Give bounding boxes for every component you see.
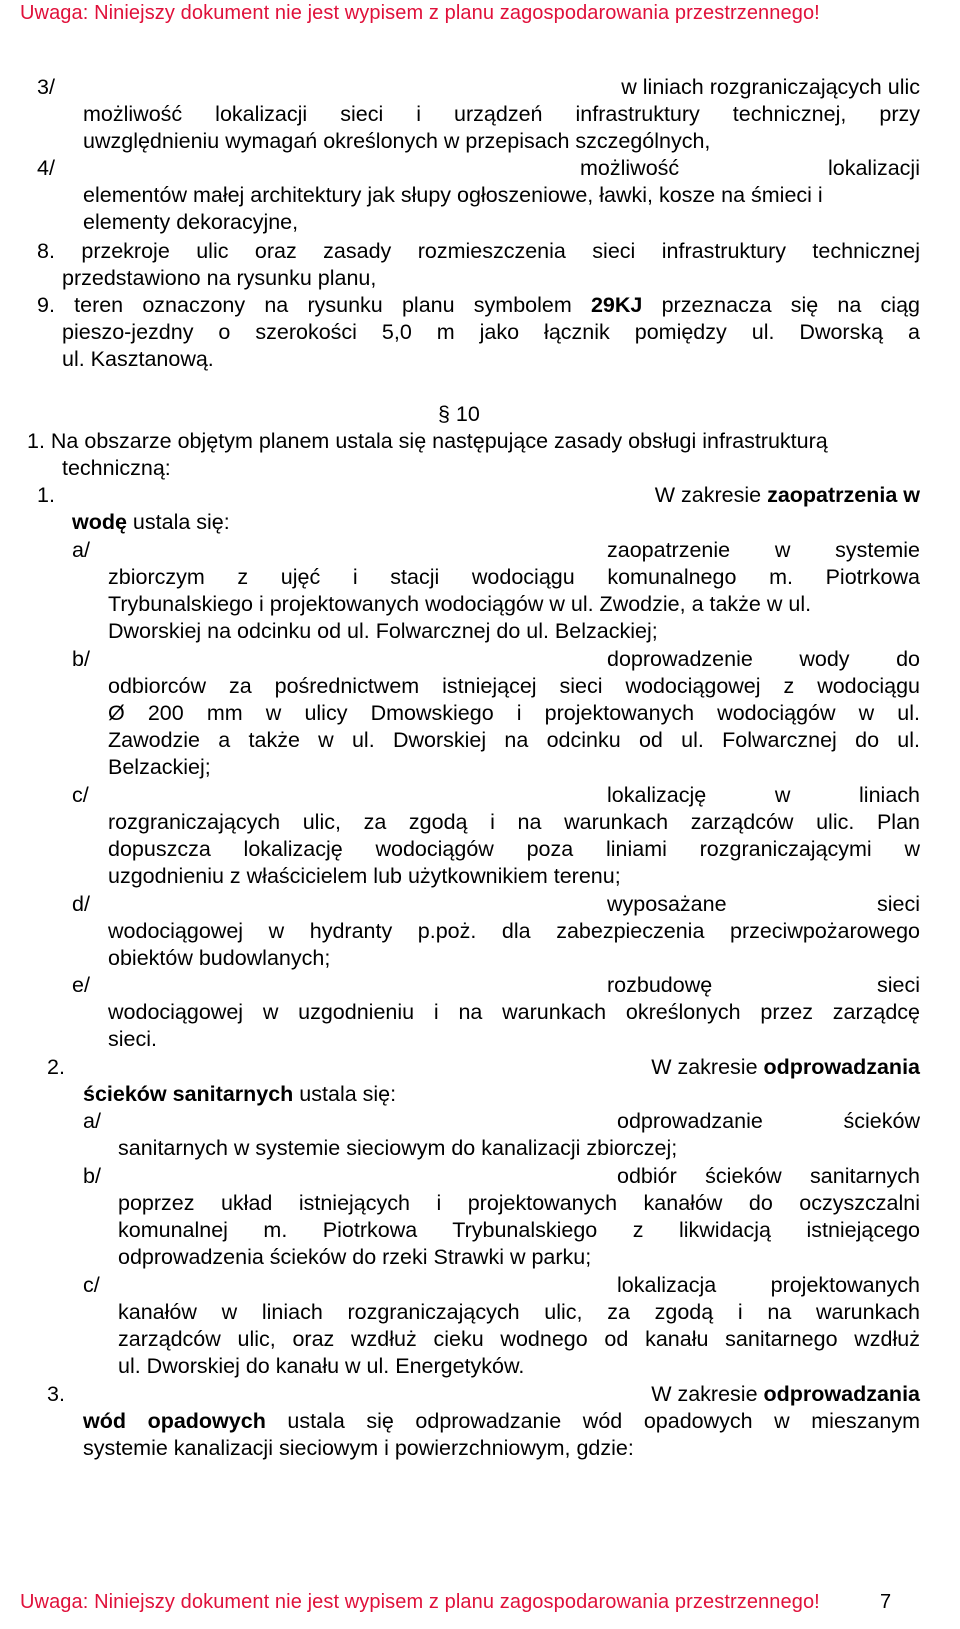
text-line: sanitarnych w systemie sieciowym do kanalizacji zbiorczej; bbox=[118, 1136, 678, 1160]
header-notice: Uwaga: Niniejszy dokument nie jest wypisem z planu zagospodarowania przestrzennego! bbox=[20, 2, 820, 24]
list-marker: b/ bbox=[83, 1164, 101, 1188]
text-line: przedstawiono na rysunku planu, bbox=[62, 266, 377, 290]
text-line: 9. teren oznaczony na rysunku planu symbolem 29KJ przeznacza się na ciąg bbox=[37, 293, 920, 317]
text-line: Ø 200 mm w ulicy Dmowskiego i projektowanych wodociągów w ul. bbox=[108, 701, 920, 725]
text-line: komunalnej m. Piotrkowa Trybunalskiego z likwidacją istniejącego bbox=[118, 1218, 920, 1242]
text-line: 8. przekroje ulic oraz zasady rozmieszczenia sieci infrastruktury technicznej bbox=[37, 239, 920, 263]
list-marker: a/ bbox=[72, 538, 90, 562]
list-marker: 2. bbox=[47, 1055, 65, 1079]
text-line: w liniach rozgraniczających ulic bbox=[621, 75, 920, 99]
text-line: wyposażane sieci bbox=[607, 892, 920, 916]
text-line: Trybunalskiego i projektowanych wodociągów w ul. Zwodzie, a także w ul. bbox=[108, 592, 812, 616]
text-line: uzgodnieniu z właścicielem lub użytkownikiem terenu; bbox=[108, 864, 621, 888]
footer-notice: Uwaga: Niniejszy dokument nie jest wypisem z planu zagospodarowania przestrzennego! bbox=[20, 1591, 820, 1613]
text-line: obiektów budowlanych; bbox=[108, 946, 331, 970]
text-line: Belzackiej; bbox=[108, 755, 211, 779]
text-line: lokalizacji bbox=[827, 156, 920, 180]
text-line: elementów małej architektury jak słupy ogłoszeniowe, ławki, kosze na śmieci i bbox=[83, 183, 823, 207]
list-marker: c/ bbox=[83, 1273, 100, 1297]
text-line: wód opadowych ustala się odprowadzanie wód opadowych w mieszanym bbox=[83, 1409, 920, 1433]
text-line: 1. Na obszarze objętym planem ustala się następujące zasady obsługi infrastrukturą bbox=[27, 429, 828, 453]
text-line: odbiorców za pośrednictwem istniejącej sieci wodociągowej z wodociągu bbox=[108, 674, 920, 698]
bold-symbol: 29KJ bbox=[590, 293, 643, 317]
list-marker: a/ bbox=[83, 1109, 101, 1133]
text-line: rozbudowę sieci bbox=[607, 973, 920, 997]
text-line: wodociągowej w uzgodnieniu i na warunkach określonych przez zarządcę bbox=[108, 1000, 920, 1024]
text-line: kanałów w liniach rozgraniczających ulic, za zgodą i na warunkach bbox=[118, 1300, 920, 1324]
text-line: rozgraniczających ulic, za zgodą i na warunkach zarządców ulic. Plan bbox=[108, 810, 920, 834]
text-line: wodociągowej w hydranty p.poż. dla zabezpieczenia przeciwpożarowego bbox=[108, 919, 920, 943]
list-marker: b/ bbox=[72, 647, 90, 671]
text-line: W zakresie zaopatrzenia w bbox=[654, 483, 920, 507]
text-line: odbiór ścieków sanitarnych bbox=[617, 1164, 920, 1188]
text-line: Dworskiej na odcinku od ul. Folwarcznej do ul. Belzackiej; bbox=[108, 619, 658, 643]
list-marker: 1. bbox=[37, 483, 55, 507]
text-line: W zakresie odprowadzania bbox=[651, 1382, 920, 1406]
page-number: 7 bbox=[880, 1591, 892, 1613]
text-line: poprzez układ istniejących i projektowanych kanałów do oczyszczalni bbox=[118, 1191, 920, 1215]
section-heading: § 10 bbox=[438, 402, 480, 426]
text-line: ścieków sanitarnych ustala się: bbox=[83, 1082, 397, 1106]
text-line: ul. Kasztanową. bbox=[62, 347, 214, 371]
text-line: lokalizacja projektowanych bbox=[617, 1273, 920, 1297]
list-marker: e/ bbox=[72, 973, 90, 997]
text-line: W zakresie odprowadzania bbox=[651, 1055, 920, 1079]
text-line: możliwość bbox=[580, 156, 680, 180]
text-line: wodę ustala się: bbox=[72, 510, 230, 534]
text-line: odprowadzanie ścieków bbox=[617, 1109, 920, 1133]
list-marker: c/ bbox=[72, 783, 89, 807]
text-line: zbiorczym z ujęć i stacji wodociągu komunalnego m. Piotrkowa bbox=[108, 565, 920, 589]
text-line: doprowadzenie wody do bbox=[607, 647, 920, 671]
text-line: systemie kanalizacji sieciowym i powierzchniowym, gdzie: bbox=[83, 1436, 634, 1460]
text-line: dopuszcza lokalizację wodociągów poza liniami rozgraniczającymi w bbox=[108, 837, 920, 861]
text-line: ul. Dworskiej do kanału w ul. Energetyków. bbox=[118, 1354, 525, 1378]
text-line: uwzględnieniu wymagań określonych w przepisach szczególnych, bbox=[83, 129, 711, 153]
text-line: lokalizację w liniach bbox=[607, 783, 920, 807]
list-marker: 3/ bbox=[37, 75, 55, 99]
list-marker: 4/ bbox=[37, 156, 55, 180]
text-line: zaopatrzenie w systemie bbox=[607, 538, 920, 562]
text-line: Zawodzie a także w ul. Dworskiej na odcinku od ul. Folwarcznej do ul. bbox=[108, 728, 920, 752]
text-line: pieszo-jezdny o szerokości 5,0 m jako łącznik pomiędzy ul. Dworską a bbox=[62, 320, 920, 344]
text-line: możliwość lokalizacji sieci i urządzeń infrastruktury technicznej, przy bbox=[83, 102, 920, 126]
text-line: elementy dekoracyjne, bbox=[83, 210, 299, 234]
text-line: techniczną: bbox=[62, 456, 171, 480]
list-marker: 3. bbox=[47, 1382, 65, 1406]
text-line: sieci. bbox=[108, 1027, 157, 1051]
text-line: odprowadzenia ścieków do rzeki Strawki w parku; bbox=[118, 1245, 592, 1269]
list-marker: d/ bbox=[72, 892, 90, 916]
text-line: zarządców ulic, oraz wzdłuż cieku wodnego od kanału sanitarnego wzdłuż bbox=[118, 1327, 920, 1351]
